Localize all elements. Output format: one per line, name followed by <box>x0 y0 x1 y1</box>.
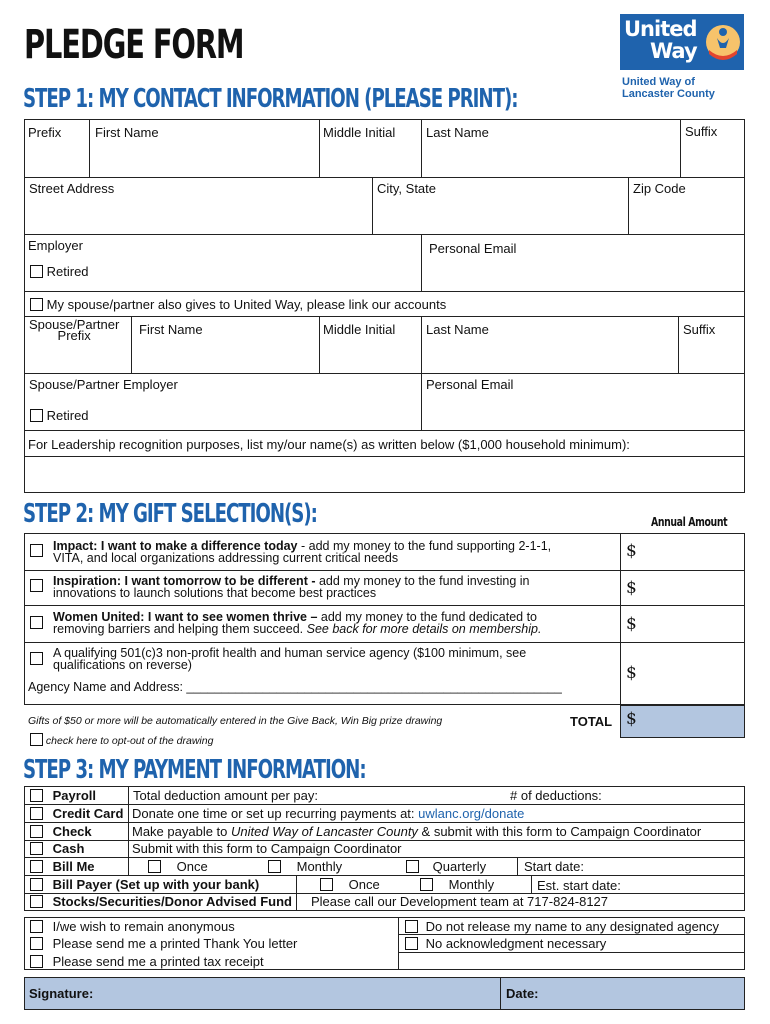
checkbox-icon[interactable] <box>405 920 418 933</box>
bp-once-checkbox[interactable] <box>320 877 380 894</box>
inspiration-title: Inspiration: I want tomorrow to be different - <box>53 574 316 588</box>
credit-card-text: Donate one time or set up recurring payments at: <box>132 806 419 821</box>
inspiration-desc-2: innovations to launch solutions that become best practices <box>53 586 377 600</box>
checkbox-icon[interactable] <box>30 616 43 629</box>
check-desc <box>132 824 701 841</box>
agency-amount-field[interactable]: $ <box>626 663 637 683</box>
first-name-field[interactable]: First Name <box>95 125 159 140</box>
signature-row <box>24 977 745 1010</box>
annual-amount-label: Annual Amount <box>651 515 728 529</box>
women-united-desc: add my money to the fund dedicated to <box>317 610 537 624</box>
bill-payer-checkbox[interactable] <box>30 877 259 894</box>
checkbox-icon[interactable] <box>30 920 43 933</box>
thank-you-label: Please send me a printed Thank You letter <box>52 936 298 951</box>
women-united-title: Women United: I want to see women thrive – <box>53 610 318 624</box>
checkbox-icon[interactable] <box>30 265 43 278</box>
checkbox-icon[interactable] <box>268 860 281 873</box>
no-ack-checkbox[interactable] <box>405 936 606 953</box>
payroll-amount-field[interactable]: Total deduction amount per pay: <box>133 788 319 803</box>
anonymous-checkbox[interactable] <box>30 919 235 936</box>
bill-monthly-label: Monthly <box>296 859 343 874</box>
spouse-employer-field[interactable]: Spouse/Partner Employer <box>29 377 178 392</box>
inspiration-desc: add my money to the fund investing in <box>315 574 530 588</box>
last-name-field[interactable]: Last Name <box>426 125 489 140</box>
stocks-desc: Please call our Development team at 717-824-8127 <box>311 894 609 909</box>
total-label: TOTAL <box>570 714 613 729</box>
impact-option <box>53 540 551 564</box>
spouse-retired-checkbox[interactable] <box>30 408 89 423</box>
tax-receipt-checkbox[interactable] <box>30 954 264 971</box>
spouse-prefix-field[interactable] <box>29 319 119 341</box>
thank-you-checkbox[interactable] <box>30 936 297 953</box>
start-date-field[interactable]: Start date: <box>524 859 584 874</box>
bill-quarterly-label: Quarterly <box>432 859 487 874</box>
bill-me-label: Bill Me <box>52 859 95 874</box>
checkbox-icon[interactable] <box>30 895 43 908</box>
org-name-line2: Lancaster County <box>622 88 715 100</box>
retired-checkbox[interactable] <box>30 264 89 279</box>
inspiration-option <box>53 575 530 599</box>
middle-initial-field[interactable]: Middle Initial <box>323 125 396 140</box>
street-address-field[interactable]: Street Address <box>29 181 115 196</box>
personal-email-field[interactable]: Personal Email <box>429 241 517 256</box>
opt-out-checkbox[interactable] <box>30 733 213 747</box>
gifts-drawing-note: Gifts of $50 or more will be automatically entered in the Give Back, Win Big prize drawing <box>28 715 443 727</box>
anonymous-label: I/we wish to remain anonymous <box>52 919 235 934</box>
page-title: PLEDGE FORM <box>24 22 244 68</box>
cash-label: Cash <box>52 841 85 856</box>
impact-desc-2: VITA, and local organizations addressing current critical needs <box>53 551 399 565</box>
city-state-field[interactable]: City, State <box>377 181 437 196</box>
cash-desc: Submit with this form to Campaign Coordinator <box>132 841 402 856</box>
check-label: Check <box>52 824 92 839</box>
no-release-checkbox[interactable] <box>405 919 719 936</box>
spouse-last-name-field[interactable]: Last Name <box>426 322 489 337</box>
logo-text-line2: Way <box>650 39 697 63</box>
checkbox-icon[interactable] <box>30 409 43 422</box>
bill-payer-label: Bill Payer (Set up with your bank) <box>52 877 260 892</box>
spouse-link-label: My spouse/partner also gives to United Way, please link our accounts <box>46 297 447 312</box>
check-text-a: Make payable to <box>132 824 232 839</box>
step2-heading: STEP 2: MY GIFT SELECTION(S): <box>23 499 317 529</box>
bill-quarterly-checkbox[interactable] <box>406 859 486 876</box>
leadership-names-field[interactable] <box>25 457 744 492</box>
retired-label: Retired <box>46 264 89 279</box>
women-united-amount-field[interactable]: $ <box>626 614 637 634</box>
agency-desc: A qualifying 501(c)3 non-profit health and human service agency ($100 minimum, see <box>53 646 527 660</box>
payroll-label: Payroll <box>52 788 96 803</box>
inspiration-amount-field[interactable]: $ <box>626 578 637 598</box>
no-ack-label: No acknowledgment necessary <box>425 936 607 951</box>
cash-checkbox[interactable] <box>30 841 84 858</box>
checkbox-icon[interactable] <box>30 860 43 873</box>
prefix-field[interactable]: Prefix <box>28 125 62 140</box>
checkbox-icon[interactable] <box>30 807 43 820</box>
checkbox-icon[interactable] <box>30 789 43 802</box>
payroll-checkbox[interactable] <box>30 788 96 805</box>
bp-monthly-checkbox[interactable] <box>420 877 494 894</box>
checkbox-icon[interactable] <box>30 937 43 950</box>
bill-once-label: Once <box>176 859 208 874</box>
credit-card-desc <box>132 806 524 823</box>
checkbox-icon[interactable] <box>148 860 161 873</box>
agency-option <box>53 647 526 671</box>
impact-amount-field[interactable]: $ <box>626 541 637 561</box>
zip-code-field[interactable]: Zip Code <box>633 181 686 196</box>
suffix-field[interactable]: Suffix <box>685 124 718 139</box>
impact-checkbox[interactable] <box>30 543 43 558</box>
signature-field[interactable]: Signature: <box>29 986 94 1001</box>
women-united-checkbox[interactable] <box>30 615 43 630</box>
helping-hand-icon <box>704 18 742 66</box>
employer-field[interactable]: Employer <box>28 238 83 253</box>
no-release-label: Do not release my name to any designated agency <box>425 919 720 934</box>
date-field[interactable]: Date: <box>506 986 539 1001</box>
org-name <box>622 76 715 100</box>
checkbox-icon[interactable] <box>320 878 333 891</box>
check-checkbox[interactable] <box>30 824 92 841</box>
credit-card-label: Credit Card <box>52 806 124 821</box>
stocks-checkbox[interactable] <box>30 894 292 911</box>
spouse-prefix-line1: Spouse/Partner <box>29 317 120 332</box>
tax-receipt-label: Please send me a printed tax receipt <box>52 954 264 969</box>
spouse-email-field[interactable]: Personal Email <box>426 377 514 392</box>
spouse-middle-initial-field[interactable]: Middle Initial <box>323 322 396 337</box>
women-united-membership-note: See back for more details on membership. <box>306 622 542 636</box>
deductions-field[interactable]: # of deductions: <box>510 788 602 803</box>
total-dollar-sign: $ <box>626 709 637 729</box>
impact-title: Impact: I want to make a difference today <box>53 539 298 553</box>
check-text-b: United Way of Lancaster County <box>231 824 418 839</box>
credit-card-checkbox[interactable] <box>30 806 123 823</box>
leadership-label: For Leadership recognition purposes, list my/our name(s) as written below ($1,000 household minimum): <box>28 437 630 452</box>
checkbox-icon[interactable] <box>30 825 43 838</box>
checkbox-icon[interactable] <box>30 878 43 891</box>
spouse-first-name-field[interactable]: First Name <box>139 322 203 337</box>
impact-desc: - add my money to the fund supporting 2-1-1, <box>297 539 552 553</box>
checkbox-icon[interactable] <box>405 937 418 950</box>
agency-checkbox[interactable] <box>30 651 43 666</box>
spouse-prefix-line2: Prefix <box>57 328 91 343</box>
spouse-retired-label: Retired <box>46 408 89 423</box>
checkbox-icon[interactable] <box>30 652 43 665</box>
spouse-suffix-field[interactable]: Suffix <box>683 322 716 337</box>
checkbox-icon[interactable] <box>406 860 419 873</box>
opt-out-label: check here to opt-out of the drawing <box>45 735 214 747</box>
est-start-date-field[interactable]: Est. start date: <box>537 878 621 893</box>
women-united-desc-2: removing barriers and helping them succeed. <box>53 622 307 636</box>
women-united-option <box>53 611 541 635</box>
checkbox-icon[interactable] <box>30 955 43 968</box>
total-amount-field[interactable] <box>620 705 745 738</box>
step3-heading: STEP 3: MY PAYMENT INFORMATION: <box>23 755 366 785</box>
checkbox-icon[interactable] <box>30 298 43 311</box>
donate-link[interactable]: uwlanc.org/donate <box>418 806 525 821</box>
logo-text-line1: United <box>624 17 697 41</box>
agency-desc-2: qualifications on reverse) <box>53 658 192 672</box>
bp-monthly-label: Monthly <box>448 877 495 892</box>
checkbox-icon[interactable] <box>30 544 43 557</box>
org-name-line1: United Way of <box>622 76 695 88</box>
bp-once-label: Once <box>348 877 380 892</box>
checkbox-icon[interactable] <box>420 878 433 891</box>
spouse-link-checkbox[interactable] <box>30 297 446 312</box>
check-text-c: & submit with this form to Campaign Coordinator <box>417 824 702 839</box>
inspiration-checkbox[interactable] <box>30 578 43 593</box>
checkbox-icon[interactable] <box>30 842 43 855</box>
checkbox-icon[interactable] <box>30 733 43 746</box>
checkbox-icon[interactable] <box>30 579 43 592</box>
step1-heading: STEP 1: MY CONTACT INFORMATION (PLEASE PRINT): <box>23 84 518 114</box>
bill-me-checkbox[interactable] <box>30 859 95 876</box>
stocks-label: Stocks/Securities/Donor Advised Fund <box>52 894 292 909</box>
united-way-logo <box>620 14 744 70</box>
agency-name-field[interactable]: Agency Name and Address: ______________________________________________________ <box>28 680 562 694</box>
bill-once-checkbox[interactable] <box>148 859 208 876</box>
bill-monthly-checkbox[interactable] <box>268 859 342 876</box>
